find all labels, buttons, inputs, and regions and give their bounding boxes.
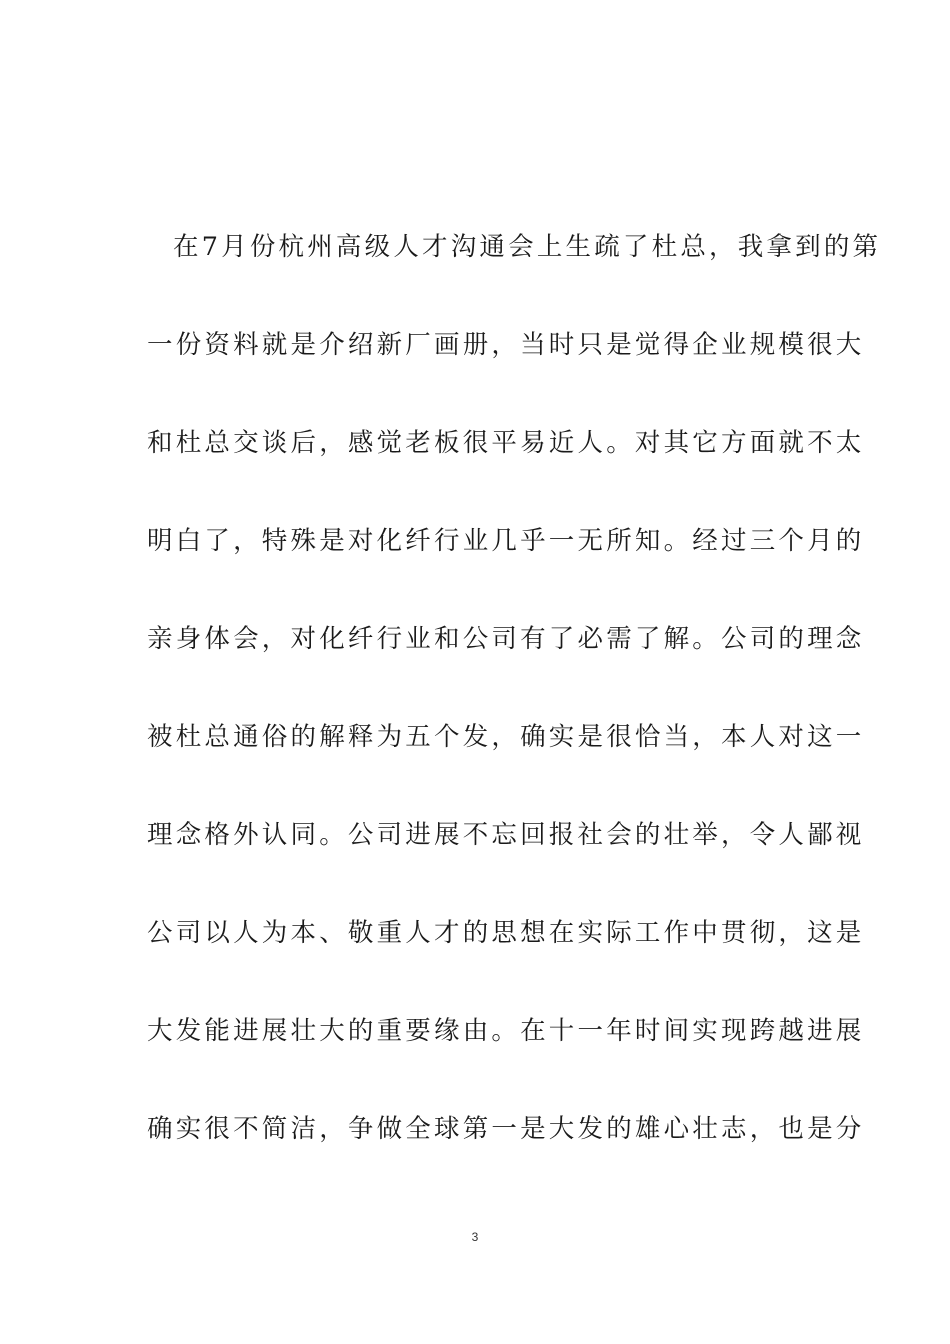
text-line: 一份资料就是介绍新厂画册，当时只是觉得企业规模很大 (147, 330, 865, 360)
body-paragraph (147, 222, 882, 1202)
text-line: 被杜总通俗的解释为五个发，确实是很恰当，本人对这一 (147, 722, 865, 752)
text-line: 在7月份杭州高级人才沟通会上生疏了杜总，我拿到的第 (173, 232, 882, 262)
text-line: 和杜总交谈后，感觉老板很平易近人。对其它方面就不太 (147, 428, 865, 458)
text-line: 明白了，特殊是对化纤行业几乎一无所知。经过三个月的 (147, 526, 865, 556)
text-line: 公司以人为本、敬重人才的思想在实际工作中贯彻，这是 (147, 918, 865, 948)
text-line: 亲身体会，对化纤行业和公司有了必需了解。公司的理念 (147, 624, 865, 654)
text-line: 理念格外认同。公司进展不忘回报社会的壮举，令人鄙视 (147, 820, 865, 850)
text-line: 大发能进展壮大的重要缘由。在十一年时间实现跨越进展 (147, 1016, 865, 1046)
text-line: 确实很不简洁，争做全球第一是大发的雄心壮志，也是分 (147, 1114, 865, 1144)
page-number: 3 (471, 1230, 479, 1244)
